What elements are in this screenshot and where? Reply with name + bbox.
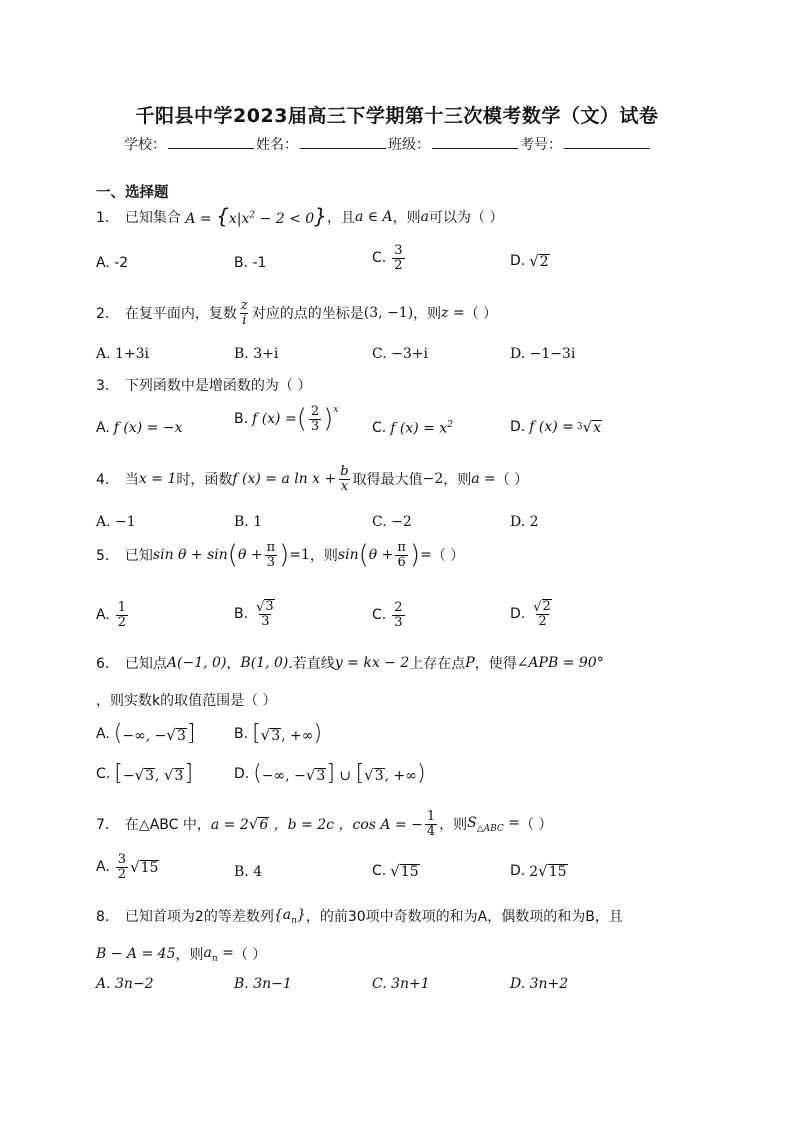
option-label: D. bbox=[510, 419, 526, 435]
option-1c[interactable] bbox=[372, 244, 407, 272]
formula: 2 √ 15 bbox=[529, 862, 567, 880]
option-5c[interactable] bbox=[372, 601, 407, 629]
option-text: D. −1−3i bbox=[510, 346, 576, 362]
question-number: 1． bbox=[96, 209, 119, 226]
question-5 bbox=[96, 541, 464, 569]
formula: z = bbox=[441, 305, 465, 322]
sqrt: √ 2 bbox=[529, 252, 549, 270]
sqrt: √ 15 bbox=[130, 858, 159, 877]
formula: P bbox=[465, 655, 475, 671]
question-text: ，则实数k的取值范围是（ ） bbox=[96, 693, 277, 709]
formula: A(−1, 0) bbox=[166, 655, 227, 671]
fraction: $\frac{b}{x}$ bbox=[340, 464, 349, 494]
formula: x = 1 bbox=[138, 471, 177, 488]
option-label: C. bbox=[372, 250, 387, 267]
question-text: 对应的点的坐标是 bbox=[251, 306, 364, 323]
formula: f (x) = −x bbox=[113, 420, 183, 436]
formula: B(1, 0) bbox=[240, 655, 289, 671]
question-number: 5． bbox=[96, 548, 119, 565]
student-info-line bbox=[124, 134, 652, 154]
option-label: B. bbox=[234, 726, 249, 742]
option-2d[interactable] bbox=[510, 346, 575, 362]
option-label: A. bbox=[96, 607, 110, 624]
option-text: C. −3+i bbox=[372, 346, 428, 362]
number-blank bbox=[564, 134, 650, 149]
question-text: ，使得 bbox=[474, 656, 517, 672]
option-label: A. bbox=[96, 420, 110, 436]
option-6a[interactable] bbox=[96, 723, 195, 745]
formula: f (x) = bbox=[252, 411, 297, 428]
option-7b[interactable] bbox=[234, 864, 262, 880]
option-label: C. bbox=[372, 420, 387, 437]
option-5b[interactable] bbox=[234, 599, 279, 629]
question-text: ，且 bbox=[326, 209, 355, 226]
question-7 bbox=[96, 810, 552, 838]
class-blank bbox=[432, 134, 518, 149]
question-text: 下列函数中是增函数的为（ ） bbox=[124, 378, 312, 394]
sqrt: √ x bbox=[582, 418, 602, 436]
page-title: 千阳县中学2023届高三下学期第十三次模考数学（文）试卷 bbox=[135, 105, 659, 127]
formula: B − A = 45 bbox=[96, 946, 176, 962]
fraction: √ 2 2 bbox=[533, 599, 551, 630]
question-text: 可以为（ ） bbox=[429, 209, 504, 226]
fraction: $\frac{2}{3}$ bbox=[310, 404, 320, 434]
fraction: $\frac{\pi}{6}$ bbox=[397, 540, 406, 570]
formula: a ∈ A bbox=[354, 208, 393, 225]
fraction: $\frac{2}{3}$ bbox=[394, 600, 403, 630]
question-text: .若直线 bbox=[288, 656, 335, 672]
sqrt: √ 15 bbox=[390, 862, 419, 880]
school-blank bbox=[168, 134, 254, 149]
formula: a = 2 √ 6 ，b = 2c ，cos A = − bbox=[210, 815, 423, 834]
question-text: 当 bbox=[124, 472, 139, 489]
formula: sin θ + sin bbox=[152, 547, 228, 564]
question-4 bbox=[96, 465, 528, 493]
question-6 bbox=[96, 653, 604, 673]
fraction: $\frac{1}{2}$ bbox=[117, 600, 127, 630]
formula: sin bbox=[337, 547, 359, 564]
section-heading: 一、选择题 bbox=[96, 185, 169, 201]
fraction: $\frac{3}{2}$ bbox=[117, 852, 127, 882]
option-text: B. -1 bbox=[234, 255, 267, 271]
formula: θ + bbox=[368, 547, 394, 564]
question-8-line-2 bbox=[96, 944, 266, 964]
paren: ) bbox=[279, 540, 290, 571]
formula: f $(x) = x^2$ bbox=[390, 420, 453, 437]
formula: −2 bbox=[422, 471, 444, 488]
option-8d[interactable] bbox=[510, 976, 568, 992]
option-text: A. 1+3i bbox=[96, 346, 150, 362]
option-text: A. 3n−2 bbox=[96, 976, 154, 992]
option-text: D. 3n+2 bbox=[510, 976, 569, 992]
option-label: D. bbox=[510, 253, 526, 269]
question-text: （ ） bbox=[495, 472, 529, 489]
option-8a[interactable] bbox=[96, 976, 154, 992]
option-3b[interactable]: B. f (x) = ( $\frac{2}{3}$ ) $^x$ bbox=[234, 404, 339, 435]
fraction: √ 3 3 bbox=[256, 599, 274, 630]
question-text: ，则 bbox=[413, 306, 442, 323]
name-blank bbox=[300, 134, 386, 149]
paren: ( bbox=[358, 540, 369, 571]
question-number: 7． bbox=[96, 817, 119, 834]
option-label: C. bbox=[372, 607, 387, 624]
option-2b[interactable] bbox=[234, 346, 278, 362]
question-text: ， bbox=[226, 656, 241, 672]
question-number: 6． bbox=[96, 656, 119, 672]
option-2c[interactable] bbox=[372, 346, 428, 362]
paren: ) bbox=[409, 540, 421, 571]
paren: ) bbox=[323, 404, 334, 435]
option-6d[interactable] bbox=[234, 763, 426, 785]
option-4d[interactable] bbox=[510, 514, 539, 530]
option-text: C. −2 bbox=[372, 514, 412, 530]
option-text: C. 3n+1 bbox=[372, 976, 430, 992]
option-label: D. bbox=[510, 863, 526, 879]
option-text: B. 4 bbox=[234, 864, 263, 880]
formula: θ + bbox=[237, 547, 263, 564]
question-text: 在△ABC 中， bbox=[124, 817, 211, 834]
question-number: 4． bbox=[96, 472, 119, 489]
formula: a = bbox=[471, 471, 496, 488]
fraction: $\frac{3}{2}$ bbox=[394, 243, 403, 273]
paren: ( bbox=[296, 404, 307, 435]
question-8 bbox=[96, 906, 623, 926]
formula: f (x) = a ln x + bbox=[232, 471, 337, 488]
formula: $A = \{x|x^2 - 2 < 0\}$ bbox=[180, 204, 327, 228]
question-text: ，则 bbox=[439, 817, 468, 834]
question-text: （ ） bbox=[431, 548, 465, 565]
formula: [− √ 3 , √ 3 ] bbox=[114, 761, 194, 786]
formula: (3, −1) bbox=[363, 305, 414, 322]
formula: $\{a_n\}$ bbox=[273, 906, 306, 926]
question-text: （ ） bbox=[233, 947, 267, 963]
option-label: C. bbox=[372, 863, 387, 879]
option-text: B. 3n−1 bbox=[234, 976, 292, 992]
formula: = bbox=[420, 547, 432, 564]
option-text: A. -2 bbox=[96, 255, 129, 271]
option-3d[interactable]: D. f (x) = 3 √ x bbox=[510, 418, 602, 436]
question-text: 已知 bbox=[124, 548, 153, 565]
name-label: 姓名： bbox=[256, 137, 298, 153]
formula: f (x) = bbox=[529, 419, 574, 435]
option-text: B. 1 bbox=[234, 514, 263, 530]
option-label: B. bbox=[234, 411, 249, 428]
option-1d[interactable] bbox=[510, 252, 550, 270]
formula: [ √ 3 , +∞) bbox=[252, 721, 323, 746]
formula: (−∞, − √ 3 ] ∪ [ √ 3 , +∞) bbox=[253, 761, 426, 786]
question-number: 8． bbox=[96, 909, 119, 925]
option-8c[interactable] bbox=[372, 976, 430, 992]
formula: $a_n$ = bbox=[203, 944, 234, 964]
option-7a[interactable] bbox=[96, 853, 159, 881]
question-text: （ ） bbox=[520, 817, 553, 834]
question-number: 3． bbox=[96, 378, 119, 394]
option-4c[interactable] bbox=[372, 514, 412, 530]
question-text: ，则 bbox=[175, 947, 204, 963]
fraction: $\frac{\pi}{3}$ bbox=[266, 540, 276, 570]
question-text: （ ） bbox=[464, 306, 498, 323]
option-4a[interactable] bbox=[96, 514, 136, 530]
question-text: 已知首项为2的等差数列 bbox=[124, 909, 274, 925]
option-label: A. bbox=[96, 726, 110, 742]
formula: ∠APB = 90° bbox=[516, 655, 604, 671]
option-text: D. 2 bbox=[510, 514, 539, 530]
question-text: 已知点 bbox=[124, 656, 167, 672]
formula: (−∞, − √ 3 ] bbox=[113, 721, 196, 746]
formula: a bbox=[420, 208, 430, 225]
formula: y = kx − 2 bbox=[334, 655, 410, 671]
option-3a[interactable] bbox=[96, 420, 183, 436]
question-text: 取得最大值 bbox=[352, 472, 423, 489]
school-label: 学校： bbox=[124, 137, 166, 153]
question-text: ，的前30项中奇数项的和为A，偶数项的和为B，且 bbox=[305, 909, 623, 925]
number-label: 考号： bbox=[520, 137, 562, 153]
paren: ( bbox=[227, 540, 238, 571]
question-text: ，则 bbox=[309, 548, 338, 565]
option-7c[interactable] bbox=[372, 862, 420, 880]
formula: $S_{\triangle ABC}$ = bbox=[467, 814, 521, 834]
option-6c[interactable] bbox=[96, 763, 193, 785]
question-number: 2． bbox=[96, 306, 119, 323]
option-5a[interactable] bbox=[96, 601, 130, 629]
option-5d[interactable] bbox=[510, 599, 556, 629]
question-text: 已知集合 bbox=[124, 209, 181, 226]
option-1a[interactable] bbox=[96, 255, 128, 271]
question-text: 在复平面内，复数 bbox=[124, 306, 237, 323]
fraction: $\frac{z}{i}$ bbox=[240, 298, 248, 328]
question-text: 上存在点 bbox=[409, 656, 466, 672]
option-3c[interactable] bbox=[372, 420, 453, 437]
option-text: B. 3+i bbox=[234, 346, 279, 362]
formula: =1 bbox=[289, 547, 310, 564]
option-4b[interactable] bbox=[234, 514, 262, 530]
option-label: B. bbox=[234, 605, 249, 622]
option-label: D. bbox=[510, 605, 526, 622]
option-8b[interactable] bbox=[234, 976, 292, 992]
option-6b[interactable] bbox=[234, 723, 322, 745]
question-text: 时，函数 bbox=[176, 472, 233, 489]
option-label: D. bbox=[234, 766, 250, 782]
question-text: ，则 bbox=[392, 209, 421, 226]
question-1 bbox=[96, 206, 503, 227]
question-text: ，则 bbox=[443, 472, 472, 489]
option-label: A. bbox=[96, 859, 110, 876]
option-text: A. −1 bbox=[96, 514, 136, 530]
question-6-line-2 bbox=[96, 690, 277, 710]
class-label: 班级： bbox=[388, 137, 430, 153]
option-7d[interactable] bbox=[510, 862, 568, 880]
option-label: C. bbox=[96, 766, 111, 782]
fraction: $\frac{1}{4}$ bbox=[426, 809, 436, 839]
question-2 bbox=[96, 299, 497, 327]
option-2a[interactable] bbox=[96, 346, 149, 362]
option-1b[interactable] bbox=[234, 255, 266, 271]
question-3 bbox=[96, 375, 311, 395]
